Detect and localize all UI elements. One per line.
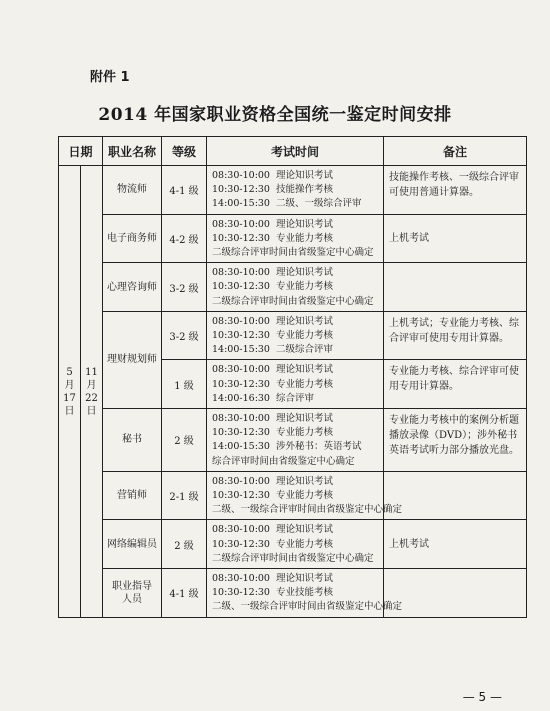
exam-line: 10:30-12:30 专业能力考核 — [212, 330, 334, 342]
exam-line: 08:30-10:00 理论知识考试 — [212, 364, 334, 376]
remarks-cell — [384, 471, 527, 520]
exam-line: 08:30-10:00 理论知识考试 — [212, 218, 334, 230]
exam-line: 08:30-10:00 理论知识考试 — [212, 475, 334, 487]
table-row — [59, 569, 527, 618]
exam-time-cell — [207, 471, 403, 520]
exam-line: 08:30-10:00 理论知识考试 — [212, 267, 334, 279]
remarks-cell — [384, 263, 527, 312]
exam-line: 二级、一级综合评审时间由省级鉴定中心确定 — [212, 504, 403, 516]
written-exam-date: 5 月 17 日 — [59, 166, 81, 618]
exam-line: 08:30-10:00 理论知识考试 — [212, 524, 334, 536]
exam-line: 14:00-15:30 二级综合评审 — [212, 344, 334, 356]
exam-line: 08:30-10:00 理论知识考试 — [212, 170, 334, 181]
occupation-cell: 网络编辑员 — [103, 520, 162, 569]
exam-line: 08:30-10:00 理论知识考试 — [212, 413, 334, 425]
exam-time-cell — [207, 263, 384, 312]
remarks-cell — [384, 569, 527, 618]
exam-line: 14:00-15:30 二级、一级综合评审 — [212, 198, 362, 210]
exam-time-cell — [207, 520, 384, 569]
exam-time-cell — [207, 569, 403, 618]
remarks-cell: 上机考试 — [384, 520, 527, 569]
exam-line: 10:30-12:30 专业能力考核 — [212, 378, 334, 390]
page-title: 2014 年国家职业资格全国统一鉴定时间安排 — [98, 105, 452, 125]
exam-line: 二级、一级综合评审时间由省级鉴定中心确定 — [212, 601, 403, 613]
exam-line: 10:30-12:30 专业能力考核 — [212, 427, 334, 439]
exam-line: 10:30-12:30 专业技能考核 — [212, 587, 334, 599]
occupation-cell: 电子商务师 — [103, 214, 162, 263]
remarks-cell: 专业能力考核中的案例分析题播放录像（DVD）；涉外秘书英语考试听力部分播放光盘。 — [384, 409, 527, 472]
level-cell: 4-1 级 — [162, 569, 207, 618]
occupation-cell: 心理咨询师 — [103, 263, 162, 312]
table-row-end — [59, 617, 527, 618]
table-header-row — [59, 137, 527, 166]
occupation-cell: 理财规划师 — [103, 311, 162, 408]
level-cell: 2 级 — [162, 520, 207, 569]
exam-line: 10:30-12:30 技能操作考核 — [212, 184, 334, 196]
remarks-cell: 上机考试 — [384, 214, 527, 263]
header-date: 日期 — [59, 137, 103, 166]
header-level: 等级 — [162, 137, 207, 166]
table-row — [59, 409, 527, 472]
exam-line: 二级综合评审时间由省级鉴定中心确定 — [212, 552, 374, 564]
exam-line: 二级综合评审时间由省级鉴定中心确定 — [212, 247, 374, 259]
exam-line: 10:30-12:30 专业能力考核 — [212, 538, 334, 550]
exam-time-cell — [207, 214, 384, 263]
page-number: — 5 — — [462, 690, 502, 704]
exam-line: 二级综合评审时间由省级鉴定中心确定 — [212, 295, 374, 307]
exam-time-cell — [207, 409, 384, 472]
table-row — [59, 311, 527, 360]
table-row — [59, 166, 527, 215]
level-cell: 2-1 级 — [162, 471, 207, 520]
level-cell: 2 级 — [162, 409, 207, 472]
occupation-cell: 营销师 — [103, 471, 162, 520]
table-row — [59, 471, 527, 520]
exam-line: 08:30-10:00 理论知识考试 — [212, 573, 334, 585]
exam-line: 14:00-15:30 涉外秘书：英语考试 — [212, 441, 362, 453]
schedule-table — [58, 136, 527, 618]
exam-line: 10:30-12:30 专业能力考核 — [212, 281, 334, 293]
level-cell: 4-1 级 — [162, 166, 207, 215]
exam-time-cell — [207, 166, 384, 215]
level-cell: 1 级 — [162, 360, 207, 409]
remarks-cell: 专业能力考核、综合评审可使用专用计算器。 — [384, 360, 527, 409]
occupation-cell: 职业指导人员 — [103, 569, 162, 618]
level-cell: 3-2 级 — [162, 311, 207, 360]
occupation-cell: 物流师 — [103, 166, 162, 215]
attachment-label: 附件 1 — [90, 70, 130, 85]
exam-line: 10:30-12:30 专业能力考核 — [212, 232, 334, 244]
table-row — [59, 263, 527, 312]
exam-line: 08:30-10:00 理论知识考试 — [212, 315, 334, 327]
occupation-cell: 秘书 — [103, 409, 162, 472]
exam-time-cell — [207, 360, 384, 409]
table-row — [59, 214, 527, 263]
exam-time-cell — [207, 311, 384, 360]
level-cell: 4-2 级 — [162, 214, 207, 263]
header-occupation: 职业名称 — [103, 137, 162, 166]
exam-line: 14:00-16:30 综合评审 — [212, 392, 315, 404]
exam-line: 10:30-12:30 专业能力考核 — [212, 490, 334, 502]
table-row — [59, 520, 527, 569]
skills-exam-date: 11 月 22 日 — [81, 166, 103, 618]
header-remarks: 备注 — [384, 137, 527, 166]
remarks-cell: 技能操作考核、一级综合评审可使用普通计算器。 — [384, 166, 527, 215]
exam-line: 综合评审时间由省级鉴定中心确定 — [212, 455, 355, 467]
header-exam-time: 考试时间 — [207, 137, 384, 166]
remarks-cell: 上机考试；专业能力考核、综合评审可使用专用计算器。 — [384, 311, 527, 360]
level-cell: 3-2 级 — [162, 263, 207, 312]
